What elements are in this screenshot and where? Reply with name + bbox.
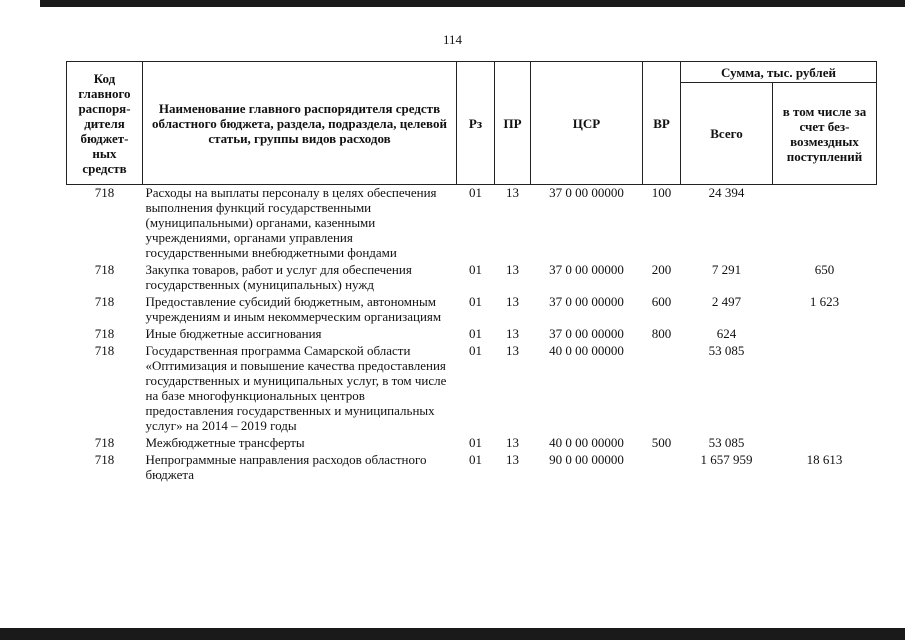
cell-vr: 500 [651,435,672,450]
page-number: 114 [442,32,463,47]
header-csr: ЦСР [531,62,643,185]
cell-code: 718 [94,185,115,200]
table-row [67,262,877,294]
table-row [67,435,877,452]
header-sum-group: Сумма, тыс. рублей [681,62,877,83]
table-row [67,185,877,263]
cell-vr [643,452,681,484]
cell-total: 1 657 959 [700,452,753,467]
cell-vr: 600 [651,294,672,309]
cell-incl [773,435,877,452]
cell-rz: 01 [469,343,482,358]
bottom-scan-border [0,628,905,640]
cell-code: 718 [94,435,115,450]
cell-name: Закупка товаров, работ и услуг для обеспечения государственных (муниципальных) нужд [145,262,412,292]
cell-csr: 90 0 00 00000 [549,452,624,467]
cell-code: 718 [94,343,115,358]
cell-pr: 13 [506,185,519,200]
cell-total: 7 291 [711,262,742,277]
top-scan-border [40,0,905,7]
cell-total: 24 394 [708,185,745,200]
cell-total: 624 [716,326,737,341]
cell-incl [773,343,877,435]
header-row-1 [67,62,877,83]
cell-name: Государственная программа Самарской области «Оптимизация и повышение качества предоставления государственных и муниципальных услуг, в том числе на базе многофункциональных центров предоставления государственных и муниципальных услуг» на 2014 – 2019 годы [145,343,447,433]
cell-total: 53 085 [708,343,745,358]
cell-pr: 13 [506,343,519,358]
cell-pr: 13 [506,294,519,309]
header-vr: ВР [643,62,681,185]
header-pr: ПР [495,62,531,185]
cell-pr: 13 [506,452,519,467]
cell-incl: 1 623 [809,294,840,309]
table-row [67,294,877,326]
cell-total: 53 085 [708,435,745,450]
header-rz: Рз [457,62,495,185]
cell-pr: 13 [506,326,519,341]
cell-incl [773,185,877,263]
cell-rz: 01 [469,435,482,450]
header-code: Код главного распоря- дителя бюджет- ных средств [67,62,143,185]
cell-vr: 800 [651,326,672,341]
cell-rz: 01 [469,185,482,200]
cell-name: Непрограммные направления расходов областного бюджета [145,452,427,482]
cell-total: 2 497 [711,294,742,309]
budget-table [66,61,877,484]
cell-name: Предоставление субсидий бюджетным, автономным учреждениям и иным некоммерческим организациям [145,294,442,324]
cell-code: 718 [94,294,115,309]
cell-pr: 13 [506,435,519,450]
cell-code: 718 [94,262,115,277]
cell-csr: 40 0 00 00000 [549,435,624,450]
cell-rz: 01 [469,452,482,467]
cell-vr: 100 [651,185,672,200]
cell-incl: 18 613 [806,452,843,467]
cell-name: Иные бюджетные ассигнования [145,326,322,341]
table-row [67,343,877,435]
cell-pr: 13 [506,262,519,277]
header-name: Наименование главного распорядителя средств областного бюджета, раздела, подраздела, целевой статьи, группы видов расходов [143,62,457,185]
header-incl: в том числе за счет без- возмездных поступлений [773,83,877,185]
cell-rz: 01 [469,326,482,341]
cell-rz: 01 [469,294,482,309]
table-row [67,452,877,484]
header-total: Всего [681,83,773,185]
cell-code: 718 [94,326,115,341]
cell-csr: 37 0 00 00000 [549,326,624,341]
cell-incl: 650 [814,262,835,277]
cell-vr [643,343,681,435]
cell-csr: 37 0 00 00000 [549,185,624,200]
cell-name: Межбюджетные трансферты [145,435,305,450]
cell-incl [773,326,877,343]
cell-csr: 40 0 00 00000 [549,343,624,358]
cell-csr: 37 0 00 00000 [549,294,624,309]
cell-code: 718 [94,452,115,467]
cell-csr: 37 0 00 00000 [549,262,624,277]
table-row [67,326,877,343]
cell-name: Расходы на выплаты персоналу в целях обеспечения выполнения функций государственными (муниципальными) органами, казенными учреждениями, органами управления государственными внебюджетными фондами [145,185,437,260]
cell-vr: 200 [651,262,672,277]
cell-rz: 01 [469,262,482,277]
